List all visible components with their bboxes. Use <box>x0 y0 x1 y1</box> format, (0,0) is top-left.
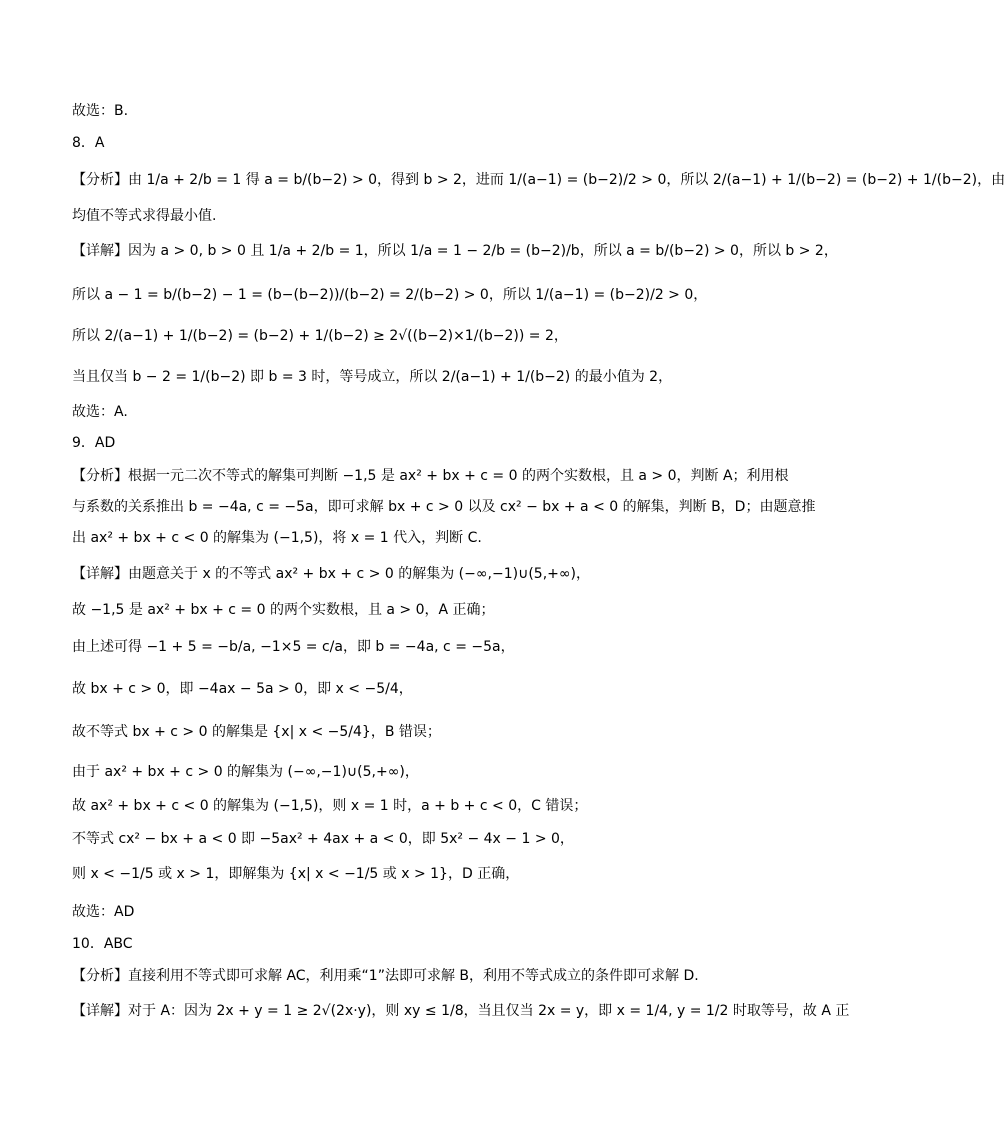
text-line: 由上述可得 −1 + 5 = −b/a, −1×5 = c/a，即 b = −4a, c = −5a， <box>72 639 515 655</box>
text-line: 所以 a − 1 = b/(b−2) − 1 = (b−(b−2))/(b−2) = 2/(b−2) > 0，所以 1/(a−1) = (b−2)/2 > 0， <box>72 287 708 303</box>
text-line: 故 ax² + bx + c < 0 的解集为 (−1,5)，则 x = 1 时，a + b + c < 0，C 错误； <box>72 798 588 814</box>
text-line: 故 −1,5 是 ax² + bx + c = 0 的两个实数根，且 a > 0，A 正确； <box>72 602 495 618</box>
text-line: 故选：B. <box>72 103 129 119</box>
text-line: 【详解】因为 a > 0, b > 0 且 1/a + 2/b = 1，所以 1/a = 1 − 2/b = (b−2)/b，所以 a = b/(b−2) > 0，所以 b > 2， <box>72 243 838 259</box>
text-line: 【详解】由题意关于 x 的不等式 ax² + bx + c > 0 的解集为 (−∞,−1)∪(5,+∞)， <box>72 566 591 582</box>
answer-heading: 9．AD <box>72 435 116 451</box>
text-line: 则 x < −1/5 或 x > 1，即解集为 {x| x < −1/5 或 x > 1}，D 正确， <box>72 866 520 882</box>
text-line: 均值不等式求得最小值. <box>72 208 217 224</box>
text-line: 出 ax² + bx + c < 0 的解集为 (−1,5)，将 x = 1 代入，判断 C. <box>72 530 482 546</box>
text-line: 不等式 cx² − bx + a < 0 即 −5ax² + 4ax + a < 0，即 5x² − 4x − 1 > 0， <box>72 831 574 847</box>
text-line: 所以 2/(a−1) + 1/(b−2) = (b−2) + 1/(b−2) ≥ 2√((b−2)×1/(b−2)) = 2， <box>72 328 568 344</box>
answer-heading: 10．ABC <box>72 936 133 952</box>
text-line: 由于 ax² + bx + c > 0 的解集为 (−∞,−1)∪(5,+∞)， <box>72 764 419 780</box>
text-line: 故不等式 bx + c > 0 的解集是 {x| x < −5/4}，B 错误； <box>72 724 441 740</box>
answer-heading: 8．A <box>72 135 105 151</box>
text-line: 【详解】对于 A：因为 2x + y = 1 ≥ 2√(2x·y)，则 xy ≤ 1/8，当且仅当 2x = y，即 x = 1/4, y = 1/2 时取等号，故 A 正 <box>72 1003 850 1019</box>
text-line: 【分析】根据一元二次不等式的解集可判断 −1,5 是 ax² + bx + c = 0 的两个实数根，且 a > 0，判断 A；利用根 <box>72 468 789 484</box>
text-line: 【分析】直接利用不等式即可求解 AC，利用乘“1”法即可求解 B，利用不等式成立的条件即可求解 D. <box>72 968 699 984</box>
text-line: 故选：AD <box>72 904 135 920</box>
text-line: 故 bx + c > 0，即 −4ax − 5a > 0，即 x < −5/4， <box>72 681 413 697</box>
text-line: 故选：A. <box>72 404 128 420</box>
text-line: 与系数的关系推出 b = −4a, c = −5a，即可求解 bx + c > 0 以及 cx² − bx + a < 0 的解集，判断 B，D；由题意推 <box>72 499 816 515</box>
text-line: 当且仅当 b − 2 = 1/(b−2) 即 b = 3 时，等号成立，所以 2/(a−1) + 1/(b−2) 的最小值为 2， <box>72 369 673 385</box>
text-line: 【分析】由 1/a + 2/b = 1 得 a = b/(b−2) > 0，得到 b > 2，进而 1/(a−1) = (b−2)/2 > 0，所以 2/(a−1) + 1/(b−2) = (b−2) + 1/(b−2)，由 <box>72 172 1005 188</box>
